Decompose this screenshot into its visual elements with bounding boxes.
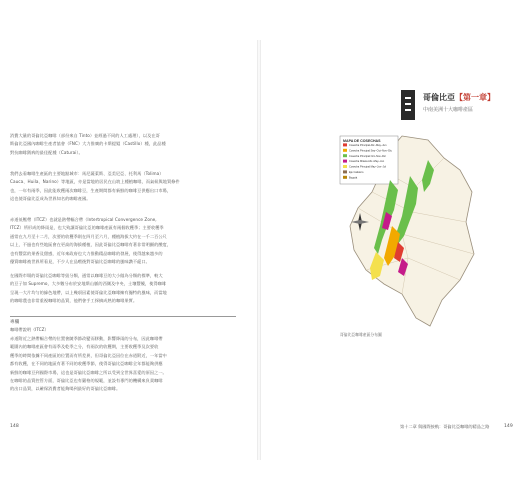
text-line: 在國際市場的哥倫比亞咖啡等級分類，通常以咖啡豆的大小做為分類的標準，較大 [10, 273, 163, 278]
text-line: 呈現一大片均勻的綠色地帶，以上幾項因素使哥倫比亞咖啡擁有獨特的風味，而當地 [10, 289, 167, 295]
text-line: 範圍內的咖啡產區會有雨季及乾季之分，有兩次的收穫期，主要收穫季及次要收 [10, 344, 159, 350]
chapter-title-text: 哥倫比亞 [423, 93, 455, 102]
legend-label: Cosecha Principal Sep–Oct–Nov–Dic [349, 149, 392, 153]
map-caption: 哥倫比亞咖啡產區分布圖 [340, 332, 382, 337]
legend-swatch [343, 170, 347, 173]
coffee-bag-icon [401, 90, 415, 120]
text-line: 對抗咖啡銹病的最佳配種（Caturai）。 [10, 149, 83, 155]
chapter-subtitle: 中南美洲十大咖啡產區 [423, 107, 474, 113]
text-line: 通常在九月至十二月，次要的收穫季則在四月至六月，種植海拔大約在一千二百公尺 [10, 233, 167, 239]
text-line: Cauca、Huila、Narino）等地區，亦是當地的居民在山坡上種植咖啡，而氣候與地質條件 [10, 179, 180, 185]
text-line: 這也使哥倫比亞成為世界知名的咖啡產國。 [10, 196, 91, 202]
running-head: 第十二章 與國際接軌：哥倫比亞咖啡的精品之路 [400, 424, 490, 429]
text-line: 以上，不過也有些地區會在更高的海拔種植，因此哥倫比亞咖啡有著非常明顯的酸度， [10, 242, 172, 248]
colombia-harvest-map [332, 130, 482, 330]
legend-label: Eje Cafetero [349, 171, 364, 174]
legend-swatch [343, 154, 347, 157]
legend-swatch [343, 160, 347, 163]
sidebar-box-subtitle: 咖啡帶說明（ITCZ） [10, 327, 49, 332]
page-number-left: 148 [10, 424, 19, 429]
legend-label: Cosecha Principal Abr–May–Jun [349, 144, 387, 147]
text-line: 赤道低壓帶（ITCZ）也就是熱帶輻合帶（Intertropical Convergence Zone, [10, 217, 157, 222]
legend-label: Cosecha Mitaca Abr–May–Jun [349, 160, 385, 164]
text-line: 的出口品質，以確保消費者能夠喝到最好的哥倫比亞咖啡。 [10, 386, 121, 392]
legend-swatch [343, 143, 347, 146]
text-line: 赤道附近之熱帶輻合帶的位置會隨季節改變而移動，影響降雨的分布，因此咖啡帶 [10, 336, 163, 341]
box-top-rule [10, 316, 236, 317]
text-line: 消費大量的哥倫比亞咖啡（部份來自 Tinto）並經過不同的人工處理），以及在哥 [10, 133, 160, 138]
text-line: 在咖啡的品質控管方面，哥倫比亞也有嚴格的規範，並設有專門的機構來負責咖啡 [10, 377, 163, 383]
text-line: 的豆子如 Supremo，大多數分布於安地斯山脈的西側及中央，土壤豐饒，使得咖啡 [10, 281, 167, 287]
text-line: 也有豐富的果香及甜感，近年來政府也大力推動精品咖啡的發展，使得越來越多的 [10, 250, 163, 256]
legend-label: Cosecha Principal May–Jun–Jul [349, 165, 386, 169]
text-line: 的咖啡農也非常重視咖啡的品質，他們會手工採摘成熟的咖啡果實。 [10, 298, 138, 304]
text-line: 都有收穫，在不同的地區有著不同的收穫季節，使得哥倫比亞咖啡全年都能夠供應 [10, 361, 163, 367]
paragraph-4 [10, 272, 236, 306]
sidebar-box-title: 專欄 [10, 320, 20, 325]
legend-label: Bogotá [349, 176, 358, 180]
text-line: 我們去看咖啡生產區的主要地點城市：馬尼薩萊斯、亞美尼亞、托利馬（Tolima） [10, 171, 164, 176]
text-line: 新鮮的咖啡豆到國際市場，這也是哥倫比亞咖啡之所以受到全世界喜愛的原因之一。 [10, 369, 167, 375]
book-gutter [257, 40, 261, 460]
left-page [0, 40, 258, 460]
book-spread [0, 40, 520, 460]
chapter-heading [401, 90, 511, 124]
text-line: 斯倫比亞國內咖啡生產者協會（FNC）大力推廣的卡斯提婭（Castillo）種，此品種 [10, 141, 166, 147]
chapter-tag: 【第一章】 [455, 93, 495, 102]
text-line: 優質咖啡被世界所看見，不少人在品嚐後對哥倫比亞咖啡的風味讚不絕口。 [10, 258, 150, 264]
page-number-right: 149 [504, 424, 513, 429]
text-line: 穫季的時間依據不同產區的位置而有所差異，但哥倫比亞因位在赤道附近，一年當中 [10, 352, 167, 358]
text-line: ITCZ）所形成的降雨是，也大致讓哥倫比亞的咖啡產區有兩個收穫季；主要收穫季 [10, 225, 164, 231]
paragraph-2 [10, 170, 236, 204]
paragraph-3 [10, 216, 236, 266]
legend-swatch [343, 165, 347, 168]
right-page [260, 40, 520, 460]
map-title: MAPA DE COSECHAS [343, 139, 381, 143]
legend-label: Cosecha Principal Oct–Nov–Dic [349, 154, 386, 158]
legend-swatch [343, 149, 347, 152]
sidebar-box-text [10, 335, 236, 394]
text-line: 也，一年有兩季，因此能收穫兩次咖啡豆，生產期間都有新鮮的咖啡豆供應出口市場， [10, 187, 172, 193]
paragraph-1 [10, 132, 236, 157]
legend-swatch [343, 176, 347, 179]
chapter-title [423, 92, 495, 103]
